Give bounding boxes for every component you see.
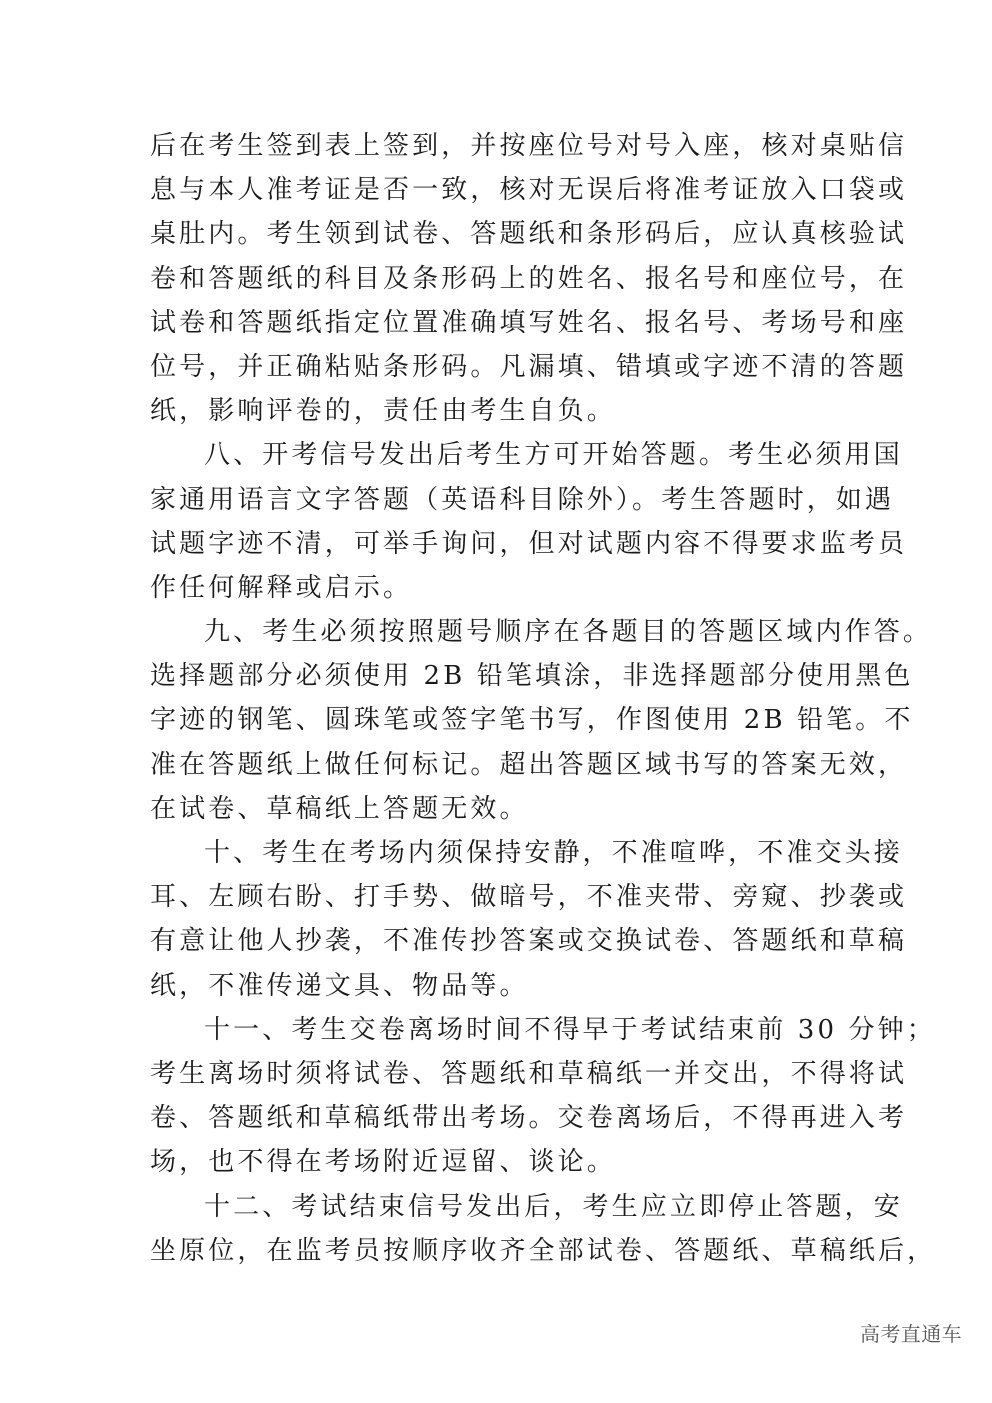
- text-line: 桌肚内。考生领到试卷、答题纸和条形码后，应认真核验试: [150, 219, 908, 250]
- text-line: 卷和答题纸的科目及条形码上的姓名、报名号和座位号，在: [150, 263, 908, 294]
- text-line: 试卷和答题纸指定位置准确填写姓名、报名号、考场号和座: [150, 307, 908, 338]
- text-line: 考生离场时须将试卷、答题纸和草稿纸一并交出，不得将试: [150, 1058, 908, 1089]
- text-line: 作任何解释或启示。: [150, 572, 413, 603]
- paragraph-start-line: 十一、考生交卷离场时间不得早于考试结束前 30 分钟；: [204, 1014, 936, 1045]
- text-line: 后在考生签到表上签到，并按座位号对号入座，核对桌贴信: [150, 131, 908, 161]
- paragraph-start-line: 十二、考试结束信号发出后，考生应立即停止答题，安: [204, 1191, 903, 1222]
- text-line: 纸，影响评卷的，责任由考生自负。: [150, 396, 616, 427]
- text-line: 在试卷、草稿纸上答题无效。: [150, 793, 529, 824]
- paragraph-start-line: 八、开考信号发出后考生方可开始答题。考生必须用国: [204, 440, 903, 471]
- text-line: 纸，不准传递文具、物品等。: [150, 970, 529, 1001]
- text-line: 耳、左顾右盼、打手势、做暗号，不准夹带、旁窥、抄袭或: [150, 882, 908, 913]
- text-line: 试题字迹不清，可举手询问，但对试题内容不得要求监考员: [150, 528, 908, 559]
- text-line: 字迹的钢笔、圆珠笔或签字笔书写，作图使用 2B 铅笔。不: [150, 705, 914, 736]
- paragraph-start-line: 九、考生必须按照题号顺序在各题目的答题区域内作答。: [204, 617, 933, 648]
- text-line: 有意让他人抄袭，不准传抄答案或交换试卷、答题纸和草稿: [150, 926, 908, 957]
- text-line: 卷、答题纸和草稿纸带出考场。交卷离场后，不得再进入考: [150, 1103, 908, 1134]
- text-line: 准在答题纸上做任何标记。超出答题区域书写的答案无效，: [150, 749, 908, 780]
- text-line: 选择题部分必须使用 2B 铅笔填涂，非选择题部分使用黑色: [150, 661, 914, 692]
- paragraph-start-line: 十、考生在考场内须保持安静，不准喧哗，不准交头接: [204, 838, 903, 868]
- text-line: 坐原位，在监考员按顺序收齐全部试卷、答题纸、草稿纸后，: [150, 1235, 937, 1266]
- text-line: 家通用语言文字答题（英语科目除外）。考生答题时，如遇: [150, 484, 895, 515]
- text-line: 位号，并正确粘贴条形码。凡漏填、错填或字迹不清的答题: [150, 351, 908, 382]
- document-body: [150, 124, 937, 1273]
- text-line: 息与本人准考证是否一致，核对无误后将准考证放入口袋或: [150, 175, 908, 206]
- watermark-label: 高考直通车: [860, 1322, 962, 1346]
- text-line: 场，也不得在考场附近逗留、谈论。: [150, 1147, 616, 1178]
